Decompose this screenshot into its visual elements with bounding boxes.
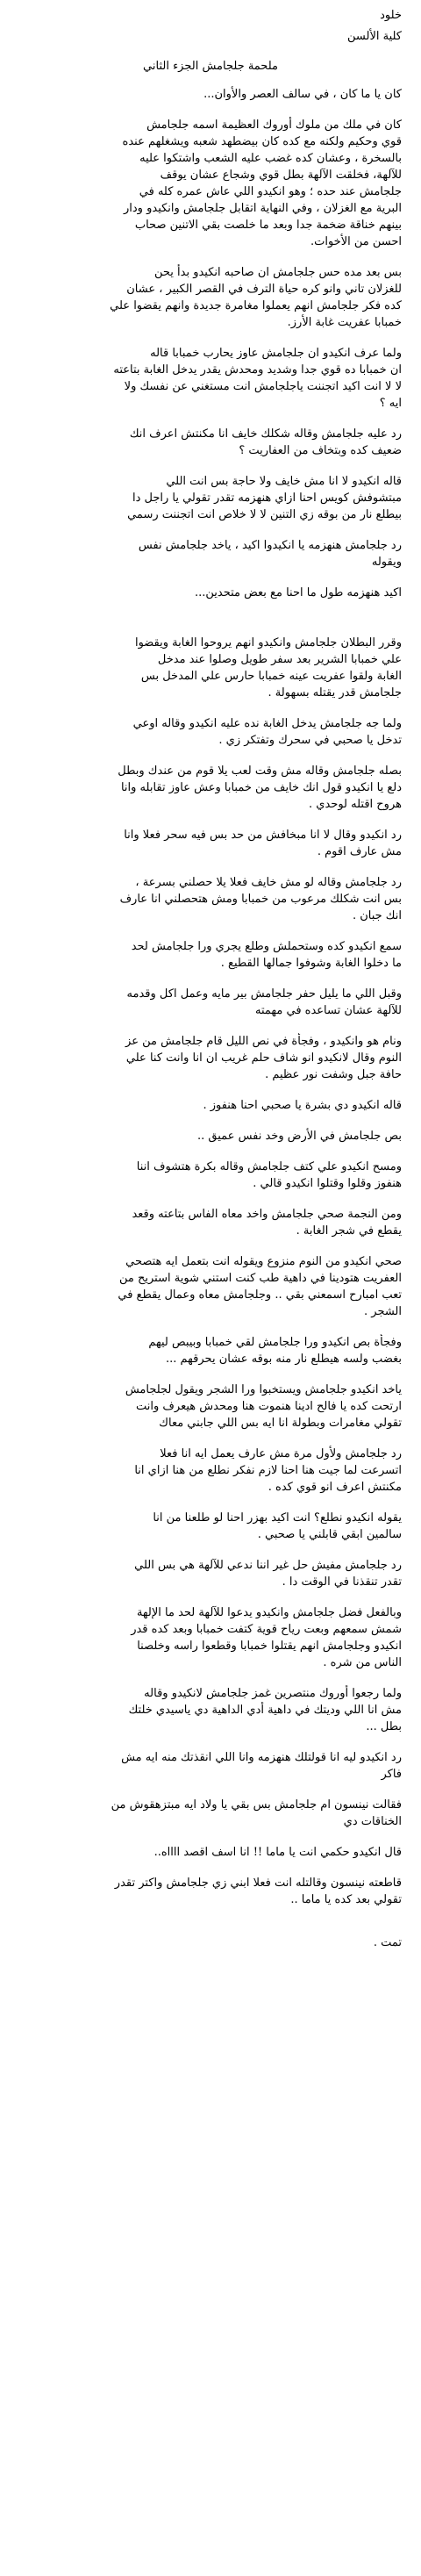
paragraph-line: يقوله انكيدو نطلع؟ انت اكيد بهزر احنا لو طلعنا من انا: [153, 1511, 402, 1525]
paragraph-line: الخناقات دي: [343, 1815, 402, 1828]
paragraph-line: تدخل يا صحبي في سحرك وتفتكر زي .: [218, 734, 402, 747]
paragraph-spacer: [19, 749, 402, 763]
paragraph-line: رد جلجامش مفيش حل غير اننا ندعي للآلهة هي بس اللي: [134, 1559, 402, 1572]
paragraph-line: اتسرعت لما جيت هنا احنا لازم نفكر نطلع من هنا ازاي انا: [134, 1464, 402, 1477]
paragraph: [19, 117, 402, 250]
paragraph-line: اكيد هنهزمه طول ما احنا مع بعض متحدين...: [194, 586, 402, 599]
paragraph: [19, 1206, 402, 1239]
paragraph: [19, 1510, 402, 1543]
paragraph-line: للآلهة، فخلقت الآلهة بطل قوي وشجاع عشان يوقف: [160, 169, 402, 182]
paragraph-line: مش عارف اقوم .: [317, 845, 402, 858]
paragraph-line: فقالت نينسون ام جلجامش بس بقي يا ولاد ايه مبتزهقوش من: [111, 1798, 402, 1812]
paragraph-line: ولما جه جلجامش يدخل الغابة نده عليه انكيدو وقاله اوعي: [132, 717, 402, 730]
paragraph-line: بغضب ولسه هيطلع نار منه بوقه عشان يحرقهم ...: [166, 1353, 402, 1366]
paragraph-line: رد جلجامش هنهزمه يا انكيدوا اكيد ، ياخد جلجامش نفس: [138, 539, 402, 552]
paragraph-line: حافة جبل وشفت نور عظيم .: [265, 1068, 402, 1081]
story-ending: تمت .: [373, 1936, 402, 1949]
paragraph: [19, 827, 402, 860]
paragraph-line: انك جبان .: [352, 909, 402, 922]
paragraph-line: تعب امبارح اسمعني بقي .. وجلجامش معاه وعمال يقطع في: [118, 1288, 402, 1302]
paragraph-line: ايه ؟: [379, 397, 402, 410]
paragraph: [19, 537, 402, 570]
paragraph: [19, 763, 402, 813]
spacer: [19, 47, 402, 55]
paragraph-spacer: [19, 1735, 402, 1749]
paragraph-line: قاله انكيدو دي بشرة يا صحبي احنا هنفوز .: [203, 1099, 402, 1112]
paragraph-spacer: [19, 1144, 402, 1159]
paragraph-line: ومسح انكيدو علي كتف جلجامش وقاله بكرة هتشوف اننا: [136, 1160, 402, 1173]
paragraph-line: رد جلجامش وقاله لو مش خايف فعلا يلا حصلني بسرعة ،: [135, 876, 402, 889]
paragraph-line: الناس من شره .: [323, 1656, 402, 1669]
paragraph-line: علي خمبابا الشرير بعد سفر طويل وصلوا عند مدخل: [157, 653, 402, 666]
paragraph-spacer: [19, 860, 402, 874]
paragraph: [19, 874, 402, 924]
paragraph-line: ومن النجمة صحي جلجامش واخد معاه الفاس بتاعته وقعد: [132, 1208, 402, 1221]
paragraph-line: قاطعته نينسون وقالتله انت فعلا ابني زي جلجامش واكتر تقدر: [114, 1876, 402, 1890]
paragraph: [19, 1844, 402, 1861]
paragraph-line: النوم وقال لانكيدو انو شاف حلم غريب ان انا وانت كنا علي: [125, 1051, 402, 1065]
paragraph-line: سالمين ابقي قابلني يا صحبي .: [257, 1528, 402, 1541]
paragraph-spacer: [19, 701, 402, 715]
paragraph-line: للغزلان تاني وانو كره حياة الترف في القصر الكبير ، عشان: [126, 283, 402, 296]
paragraph-line: سمع انكيدو كده وستحملش وطلع يجري ورا جلجامش لحد: [131, 940, 402, 953]
paragraph-line: وقرر البطلان جلجامش وانكيدو انهم يروحوا الغابة ويقضوا: [134, 636, 402, 649]
paragraph-spacer: [19, 1320, 402, 1334]
story-title: ملحمة جلجامش الجزء الثاني: [143, 60, 278, 73]
paragraph: [19, 1033, 402, 1083]
paragraph-line: خمبابا عفريت غابة الأرز.: [287, 316, 402, 329]
paragraph: [19, 1875, 402, 1908]
paragraph-spacer: [19, 972, 402, 986]
paragraph-line: تقولي مغامرات وبطولة انا ايه بس اللي جابني معاك: [159, 1417, 402, 1430]
paragraph-line: جلجامش عند حده ؛ وهو انكيدو اللي عاش عمره كله في: [139, 185, 402, 198]
paragraph-spacer: [19, 1367, 402, 1381]
paragraph-spacer: [19, 1496, 402, 1510]
paragraph-line: يقطع في شجر الغابة .: [296, 1224, 402, 1238]
paragraph-line: ولما عرف انكيدو ان جلجامش عاوز يحارب خمبابا قاله: [150, 347, 402, 360]
paragraph: [19, 86, 402, 103]
paragraph: [19, 715, 402, 749]
paragraph-line: البرية مع الغزلان ، وفي النهاية اتقابل جلجامش وانكيدو ودار: [124, 202, 402, 215]
paragraph-spacer: [19, 924, 402, 938]
paragraph-line: بالسخرة ، وعشان كده غضب عليه الشعب واشتكوا عليه: [139, 152, 402, 165]
paragraph-line: ويقوله: [371, 556, 402, 569]
paragraph-line: بينهم خناقة ضخمة جدا وبعد ما خلصت بقي الاتنين صحاب: [134, 219, 402, 232]
paragraph-spacer: [19, 1861, 402, 1875]
paragraph-line: العفريت هتودينا في داهية طب كنت استني شوية استريح من: [119, 1272, 402, 1285]
author-name: خلود: [380, 9, 402, 22]
paragraph-line: دلع يا انكيدو قول انك خايف من خمبابا وعش عاوز تقابله وانا: [120, 781, 402, 794]
paragraph: [19, 1749, 402, 1783]
story-body: [19, 78, 402, 1908]
paragraph-line: رد عليه جلجامش وقاله شكلك خايف انا مكنتش اعرف انك: [129, 427, 402, 441]
paragraph-line: ان خمبابا ده قوي جدا وشديد ومحدش يقدر يدخل الغابة بتاعته: [113, 363, 402, 377]
paragraph: [19, 264, 402, 331]
paragraph: [19, 1557, 402, 1590]
paragraph-line: رد انكيدو وقال لا انا مبخافش من حد بس فيه سحر فعلا وانا: [124, 829, 402, 842]
paragraph-line: لا لا انت اكيد اتجننت ياجلجامش انت مستغني عن نفسك ولا: [124, 380, 402, 393]
paragraph-spacer: [19, 1114, 402, 1128]
paragraph-line: كان يا ما كان ، في سالف العصر والأوان...: [203, 88, 402, 101]
paragraph: [19, 1097, 402, 1114]
paragraph-line: مبتشوفش كويس احنا ازاي هنهزمه تقدر تقولي يا راجل دا: [132, 492, 402, 505]
paragraph-line: ونام هو وانكيدو ، وفجأة في نص الليل قام جلجامش من عز: [125, 1035, 402, 1048]
paragraph-spacer: [19, 331, 402, 345]
paragraph-line: مكنتش اعرف انو قوي كده .: [268, 1481, 402, 1494]
paragraph: [19, 986, 402, 1019]
paragraph-line: للآلهة عشان تساعده في مهمته: [254, 1004, 402, 1017]
paragraph-spacer: [19, 1543, 402, 1557]
paragraph: [19, 1381, 402, 1432]
paragraph-spacer: [19, 1590, 402, 1604]
paragraph-line: تقولي بعد كده يا ماما ..: [290, 1893, 402, 1906]
paragraph: [19, 426, 402, 459]
paragraph: [19, 473, 402, 523]
paragraph-spacer: [19, 412, 402, 426]
paragraph-line: هنفوز وقلوا وقتلوا انكيدو قالي .: [253, 1177, 402, 1190]
paragraph-line: بطل ...: [366, 1720, 402, 1733]
paragraph-line: جلجامش قدر يقتله بسهولة .: [268, 686, 402, 700]
paragraph-line: ولما رجعوا أوروك منتصرين غمز جلجامش لانكيدو وقاله: [144, 1687, 402, 1700]
paragraph-line: هروح اقتله لوحدي .: [309, 798, 402, 811]
paragraph-spacer: [19, 813, 402, 827]
paragraph: [19, 1159, 402, 1192]
paragraph-spacer: [19, 523, 402, 537]
paragraph-spacer: [19, 250, 402, 264]
paragraph-line: بس انت شكلك مرعوب من خمبابا ومش هتحصلني انا عارف: [119, 893, 402, 906]
paragraph-line: بيطلع نار من بوقه زي التنين لا لا خلاص انت اتجننت رسمي: [127, 508, 402, 521]
paragraph-spacer: [19, 570, 402, 585]
paragraph-line: بص جلجامش في الأرض وخد نفس عميق ..: [197, 1130, 402, 1143]
paragraph: [19, 585, 402, 601]
paragraph-line: ياخد انكيدو جلجامش ويستخبوا ورا الشجر ويقول لجلجامش: [125, 1383, 402, 1396]
paragraph-spacer: [19, 1019, 402, 1033]
paragraph-spacer: [19, 103, 402, 117]
paragraph: [19, 345, 402, 412]
paragraph-spacer: [19, 1783, 402, 1797]
paragraph-line: الغابة ولقوا عفريت عينه خمبابا حارس علي المدخل بس: [140, 670, 402, 683]
paragraph: [19, 1797, 402, 1830]
paragraph-spacer: [19, 78, 402, 86]
paragraph: [19, 1604, 402, 1671]
paragraph-spacer: [19, 1083, 402, 1097]
paragraph-line: كان في ملك من ملوك أوروك العظيمة اسمه جلجامش: [146, 118, 402, 132]
paragraph-line: قوي وحكيم ولكنه مع كده كان بيضطهد شعبه ويشغلهم عنده: [122, 135, 402, 148]
paragraph-line: فاكر: [381, 1768, 402, 1781]
paragraph-line: تقدر تنقذنا في الوقت دا .: [282, 1575, 402, 1589]
paragraph: [19, 938, 402, 972]
paragraph-line: الشجر .: [364, 1305, 402, 1318]
paragraph-line: ضعيف كده وبتخاف من العفاريت ؟: [239, 444, 402, 457]
paragraph-spacer: [19, 1432, 402, 1446]
paragraph-line: شمش سمعهم وبعت رياح قوية كتفت خمبابا وبعد كده قدر: [131, 1623, 402, 1636]
paragraph: [19, 1253, 402, 1320]
paragraph-line: انكيدو وجلجامش انهم يقتلوا خمبابا وقطعوا راسه وخلصنا: [137, 1640, 402, 1653]
paragraph-line: بصله جلجامش وقاله مش وقت لعب يلا قوم من عندك وبطل: [118, 764, 402, 778]
paragraph-line: وقبل اللي ما يليل حفر جلجامش بير مايه وعمل اكل وقدمه: [126, 987, 402, 1001]
paragraph-spacer: [19, 1239, 402, 1253]
paragraph-line: وبالفعل فضل جلجامش وانكيدو يدعوا للآلهة لحد ما الإلهة: [136, 1606, 402, 1619]
paragraph: [19, 635, 402, 701]
paragraph: [19, 1685, 402, 1735]
paragraph: [19, 1334, 402, 1367]
paragraph-line: قال انكيدو حكمي انت يا ماما !! انا اسف اقصد ااااه..: [153, 1846, 402, 1859]
paragraph-line: صحي انكيدو من النوم منزوع ويقوله انت بتعمل ايه هتصحي: [125, 1255, 402, 1268]
paragraph-line: رد جلجامش ولأول مرة مش عارف يعمل ايه انا فعلا: [160, 1447, 402, 1460]
paragraph-spacer: [19, 459, 402, 473]
paragraph-line: مش انا اللي وديتك في داهية أدي الداهية دي ياسيدي خلتك: [128, 1704, 402, 1717]
paragraph-spacer: [19, 1192, 402, 1206]
paragraph-spacer: [19, 1830, 402, 1844]
paragraph-line: بس بعد مده حس جلجامش ان صاحبه انكيدو بدأ يحن: [153, 266, 402, 279]
paragraph-line: ارتحت كده يا فالح ادينا هنموت هنا ومحدش هيعرف وانت: [136, 1400, 402, 1413]
paragraph: [19, 1128, 402, 1144]
paragraph-spacer: [19, 601, 402, 635]
paragraph-line: ما دخلوا الغابة وشوفوا جمالها القطيع .: [220, 957, 402, 970]
paragraph-line: وفجأة بص انكيدو ورا جلجامش لقي خمبابا وبيبص ليهم: [148, 1336, 402, 1349]
paragraph-spacer: [19, 1671, 402, 1685]
faculty-name: كلية الألسن: [347, 30, 402, 43]
paragraph-line: احسن من الأخوات.: [310, 235, 402, 248]
paragraph: [19, 1446, 402, 1496]
paragraph-line: رد انكيدو ليه انا قولتلك هنهزمه وانا اللي انقذتك منه ايه مش: [121, 1751, 402, 1764]
paragraph-line: كده فكر جلجامش انهم يعملوا مغامرة جديدة وانهم يقضوا علي: [110, 299, 402, 312]
paragraph-line: قاله انكيدو لا انا مش خايف ولا حاجة بس انت اللي: [166, 475, 402, 488]
